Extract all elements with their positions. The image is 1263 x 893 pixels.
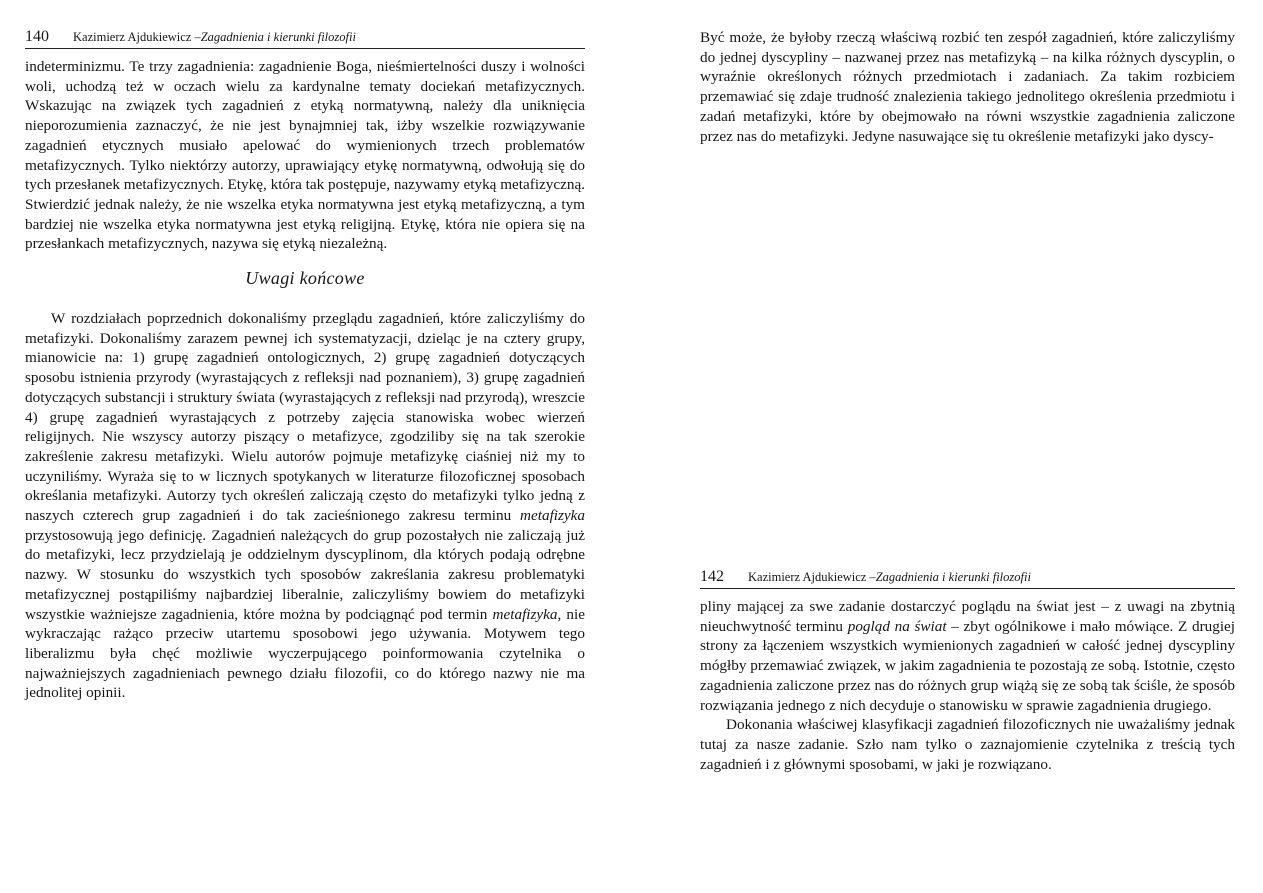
header-title: Zagadnienia i kierunki filozofii: [200, 30, 356, 44]
right-page-bottom: [700, 568, 1235, 774]
term-metafizyka: metafizyka: [492, 605, 558, 623]
page-body: [700, 28, 1235, 146]
running-header: [25, 28, 585, 49]
paragraph-text: , nie wykraczając rażąco przeciw utartemu sposobowi jego używania. Motywem tego liberalizmu była chęć możliwie wyczerpującego poinformowania czytelnika o najważniejszych zagadnieniach pewnego działu filozofii, co do którego nazwy nie ma jednolitej opinii.: [25, 605, 585, 702]
page-number: 140: [25, 28, 49, 45]
term-poglad-na-swiat: pogląd na świat: [847, 617, 947, 635]
left-page: [25, 28, 585, 703]
header-author: Kazimierz Ajdukiewicz –: [73, 30, 201, 44]
page-body: [700, 597, 1235, 774]
paragraph: Być może, że byłoby rzeczą właściwą rozbić ten zespół zagadnień, które zaliczyliśmy do jednej dyscypliny – nazwanej przez nas metafizyką – na kilka różnych dyscyplin, o wyraźnie określonych różnych przedmiotach i zadaniach. Za takim rozbiciem przemawiać się zdaje trudność znalezienia takiego jednolitego określenia przedmiotu i zadań metafizyki, które by obejmowało na równi wszystkie zagadnienia zaliczone przez nas do metafizyki. Jedyne nasuwające się tu określenie metafizyki jako dyscy-: [700, 29, 1235, 145]
paragraph: [25, 309, 585, 703]
paragraph: [700, 597, 1235, 715]
paragraph-text: pliny mającej za swe zadanie dostarczyć poglądu na świat jest – z uwagi na zbytnią nieuchwytność terminu: [700, 598, 1235, 635]
page-number: 142: [700, 568, 724, 585]
header-author: Kazimierz Ajdukiewicz –: [748, 570, 876, 584]
running-header: [700, 568, 1235, 589]
paragraph-text: – zbyt ogólnikowe i mało mówiące. Z drugiej strony za łączeniem wszystkich wymienionych zagadnień w całość jednej dyscypliny mógłby przemawiać związek, w jakim zagadnienia te pozostają ze sobą. Istotnie, często zagadnienia zaliczone przez nas do różnych grup wiążą się ze sobą tak ściśle, że sposób rozwiązania jednego z nich decyduje o stanowisku w sprawie zagadnienia drugiego.: [700, 617, 1235, 714]
paragraph: indeterminizmu. Te trzy zagadnienia: zagadnienie Boga, nieśmiertelności duszy i wolności woli, uchodzą też w oczach wielu za kardynalne tematy dociekań metafizycznych. Wskazując na związek tych zagadnień z etyką normatywną, należy dla uniknięcia nieporozumienia zaznaczyć, że nie jest bynajmniej tak, iżby wszelkie rozwiązywanie zagadnień etycznych musiało apelować do wymienionych trzech problematów metafizycznych. Tylko niektórzy autorzy, uprawiający etykę normatywną, odwołują się do tych przesłanek metafizycznych. Etykę, która tak postępuje, nazywamy etyką metafizyczną. Stwierdzić jednak należy, że nie wszelka etyka normatywna jest etyką metafizyczną, a tym bardziej nie wszelka etyka normatywna jest etyką religijną. Etykę, która nie opiera się na przesłankach metafizycznych, nazywa się etyką niezależną.: [25, 58, 585, 253]
section-title: Uwagi końcowe: [245, 268, 365, 289]
right-page-top: [700, 28, 1235, 146]
term-metafizyka: metafizyka: [520, 507, 585, 525]
paragraph-text: przystosowują jego definicję. Zagadnień należących do grup pozostałych nie zaliczają już do metafizyki, lecz przydzielają je oddzielnym dyscyplinom, dla których podają odrębne nazwy. W stosunku do wszystkich tych sposobów zakreślania zakresu problematyki metafizycznej postąpiliśmy najbardziej liberalnie, zaliczyliśmy bowiem do metafizyki wszystkie ważniejsze zagadnienia, które można by podciągnąć pod termin: [25, 526, 585, 623]
header-title: Zagadnienia i kierunki filozofii: [875, 570, 1031, 584]
paragraph: Dokonania właściwej klasyfikacji zagadnień filozoficznych nie uważaliśmy jednak tutaj za nasze zadanie. Szło nam tylko o zaznajomienie czytelnika z treścią tych zagadnień i z głównymi sposobami, w jaki je rozwiązano.: [700, 716, 1235, 773]
page-body: [25, 57, 585, 703]
paragraph-text: W rozdziałach poprzednich dokonaliśmy przeglądu zagadnień, które zaliczyliśmy do metafizyki. Dokonaliśmy zarazem pewnej ich systematyzacji, dzieląc je na cztery grupy, mianowicie na: 1) grupę zagadnień ontologicznych, 2) grupę zagadnień dotyczących sposobu istnienia przyrody (wyrastających z refleksji nad poznaniem), 3) grupę zagadnień dotyczących substancji i struktury świata (wyrastających z refleksji nad przyrodą), wreszcie 4) grupę zagadnień wyrastających z potrzeby zajęcia stanowiska wobec wierzeń religijnych. Nie wszyscy autorzy piszący o metafizyce, zgodziliby się na tak szerokie zakreślenie zakresu metafizyki. Wielu autorów pojmuje metafizykę ciaśniej niż my to uczyniliśmy. Wyraża się to w licznych spotykanych w literaturze filozoficznej sposobach określania metafizyki. Autorzy tych określeń zaliczają często do metafizyki tylko jedną z naszych czterech grup zagadnień i do tak zacieśnionego zakresu terminu: [25, 310, 585, 525]
